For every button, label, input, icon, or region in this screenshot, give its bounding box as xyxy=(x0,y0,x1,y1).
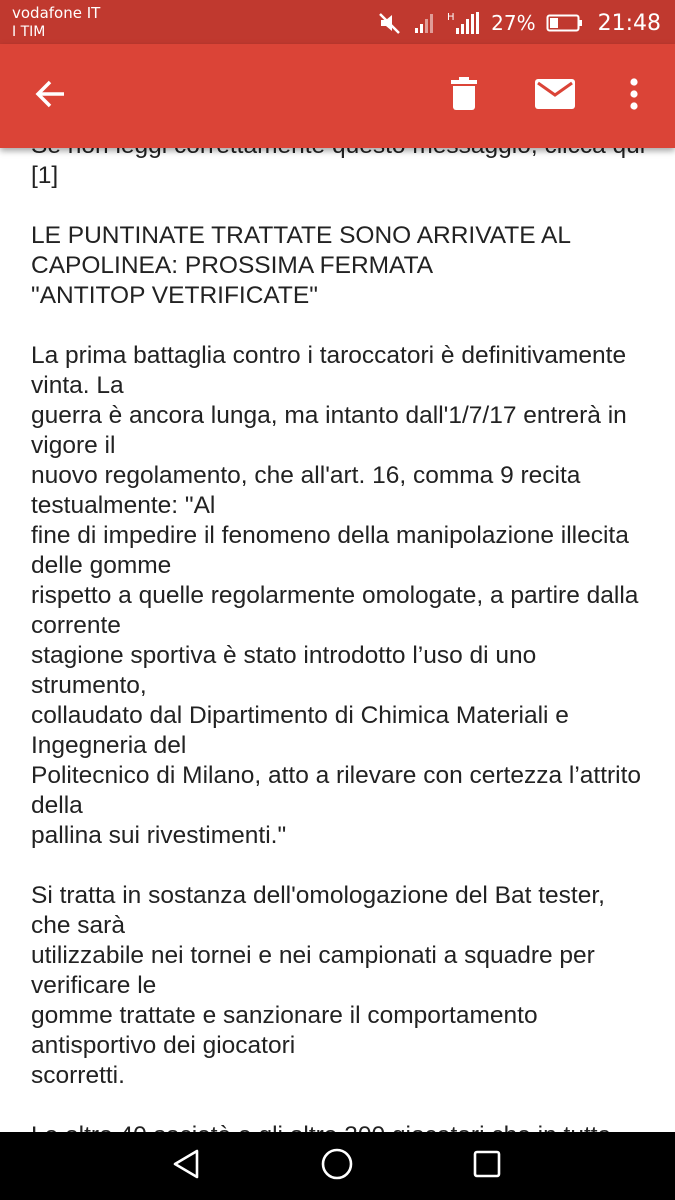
email-body-text: [1] LE PUNTINATE TRATTATE SONO ARRIVATE AL CAPOLINEA: PROSSIMA FERMATA "ANTITOP VETRIFICATE" La prima battaglia contro i taroccatori è definitivamente vinta. La guerra è ancora lunga, ma intanto dall'1/7/17 entrerà in vigore il nuovo regolamento, che all'art. 16, comma 9 recita testualmente: "Al fine di impedire il fenomeno della manipolazione illecita delle gomme rispetto a quelle regolarmente omologate, a partire dalla corrente stagione sportiva è stato introdotto l’uso di uno strumento, collaudato dal Dipartimento di Chimica Materiali e Ingegneria del Politecnico di Milano, atto a rilevare con certezza l’attrito della pallina sui rivestimenti." Si tratta in sostanza dell'omologazione del Bat tester, che sarà utilizzabile nei tornei e nei campionati a squadre per verificare le gomme trattate e sanzionare il comportamento antisportivo dei giocatori scorretti. xyxy=(31,162,642,1089)
mail-icon xyxy=(535,79,575,113)
system-nav-bar xyxy=(0,1132,675,1200)
nav-back-button[interactable] xyxy=(166,1146,206,1186)
nav-recents-button[interactable] xyxy=(467,1146,507,1186)
app-toolbar xyxy=(0,44,675,148)
arrow-back-icon xyxy=(35,78,67,114)
status-icons xyxy=(377,8,661,38)
email-body-scroll[interactable] xyxy=(0,148,675,1132)
clock: 21:48 xyxy=(597,10,661,36)
more-vert-icon xyxy=(629,78,639,114)
nav-recents-icon xyxy=(472,1149,502,1183)
more-options-button[interactable] xyxy=(610,72,658,120)
svg-text:H: H xyxy=(447,12,455,23)
nav-home-icon xyxy=(320,1147,354,1185)
trash-icon xyxy=(450,77,478,115)
signal-icon xyxy=(413,11,437,35)
signal-h-icon xyxy=(447,10,481,36)
mute-icon xyxy=(377,11,403,35)
battery-icon xyxy=(546,13,584,33)
carrier-secondary: I TIM xyxy=(12,24,46,40)
status-bar xyxy=(0,0,675,44)
battery-percent: 27% xyxy=(491,11,536,35)
delete-button[interactable] xyxy=(440,72,488,120)
nav-home-button[interactable] xyxy=(317,1146,357,1186)
nav-back-icon xyxy=(171,1148,201,1184)
mark-unread-button[interactable] xyxy=(531,72,579,120)
back-button[interactable] xyxy=(27,72,75,120)
carrier-primary: vodafone IT xyxy=(12,4,101,22)
